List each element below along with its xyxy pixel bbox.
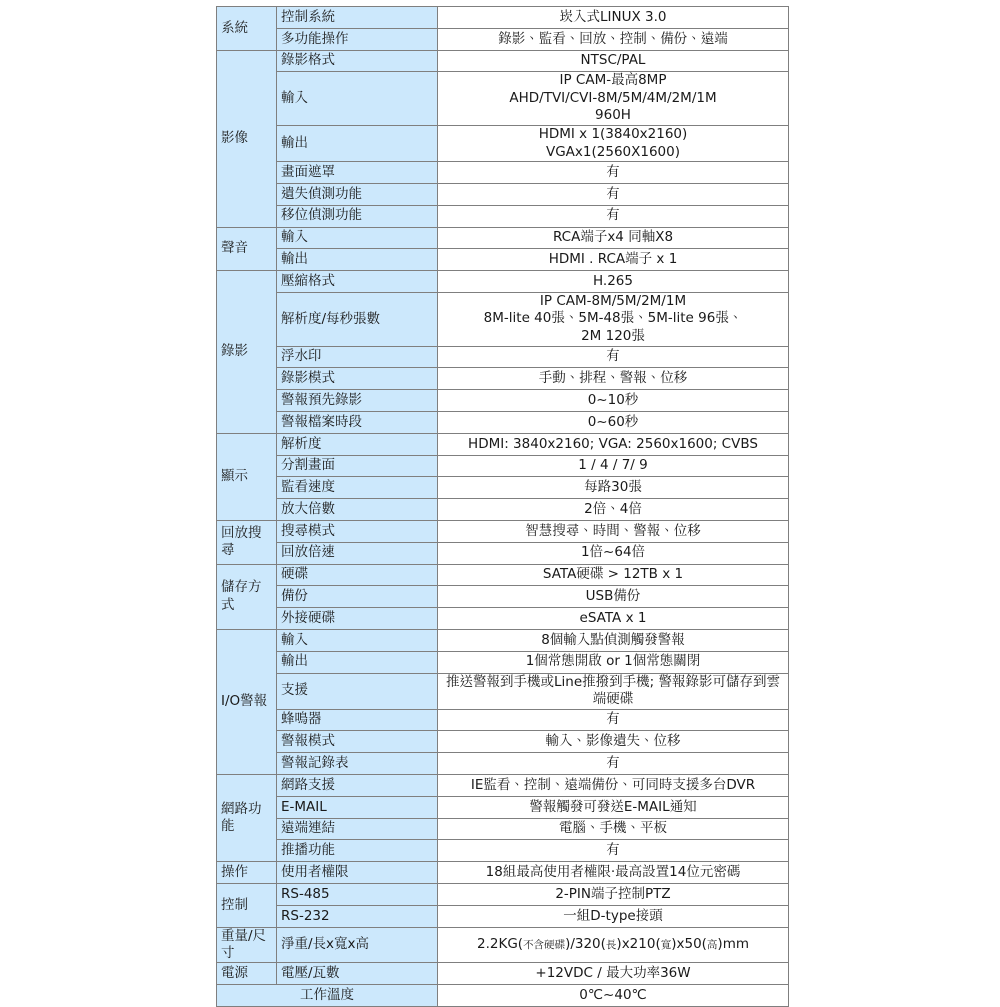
item-cell: 輸出 <box>277 651 438 673</box>
category-cell: 回放搜尋 <box>217 520 277 564</box>
table-row <box>217 927 789 963</box>
item-cell: 外接硬碟 <box>277 608 438 630</box>
category-cell: 影像 <box>217 50 277 227</box>
value-cell: 智慧搜尋、時間、警報、位移 <box>438 520 789 542</box>
value-cell: IE監看、控制、遠端備份、可同時支援多台DVR <box>438 774 789 796</box>
table-row <box>217 72 789 126</box>
value-cell: 2倍、4倍 <box>438 499 789 521</box>
value-cell: eSATA x 1 <box>438 608 789 630</box>
value-cell: 2.2KG(不含硬碟)/320(長)x210(寬)x50(高)mm <box>438 927 789 963</box>
table-row <box>217 271 789 293</box>
value-cell: NTSC/PAL <box>438 50 789 72</box>
annotation-text: 寬 <box>660 939 672 952</box>
category-cell: 網路功能 <box>217 774 277 861</box>
value-cell: IP CAM-8M/5M/2M/1M 8M-lite 40張、5M-48張、5M-lite 96張、 2M 120張 <box>438 292 789 346</box>
value-cell: 電腦、手機、平板 <box>438 818 789 840</box>
table-row <box>217 731 789 753</box>
annotation-text: 不含硬碟 <box>523 939 566 952</box>
category-cell: 儲存方式 <box>217 564 277 629</box>
table-row <box>217 984 789 1006</box>
item-cell: 硬碟 <box>277 564 438 586</box>
item-cell: 遺失偵測功能 <box>277 183 438 205</box>
item-cell: 警報檔案時段 <box>277 411 438 433</box>
table-row <box>217 564 789 586</box>
table-row <box>217 346 789 368</box>
value-cell: 警報觸發可發送E-MAIL通知 <box>438 796 789 818</box>
value-cell: 手動、排程、警報、位移 <box>438 368 789 390</box>
item-cell: 錄影格式 <box>277 50 438 72</box>
category-cell: 重量/尺寸 <box>217 927 277 963</box>
value-cell: 有 <box>438 840 789 862</box>
item-cell: E-MAIL <box>277 796 438 818</box>
item-cell: 解析度/每秒張數 <box>277 292 438 346</box>
table-row <box>217 433 789 455</box>
item-cell: 畫面遮罩 <box>277 162 438 184</box>
table-row <box>217 368 789 390</box>
table-row <box>217 28 789 50</box>
item-cell: 回放倍速 <box>277 542 438 564</box>
table-row <box>217 905 789 927</box>
table-row <box>217 709 789 731</box>
item-cell: 淨重/長x寬x高 <box>277 927 438 963</box>
item-cell: 控制系統 <box>277 7 438 29</box>
item-cell: 分割畫面 <box>277 455 438 477</box>
value-cell: 有 <box>438 709 789 731</box>
item-cell: 移位偵測功能 <box>277 205 438 227</box>
table-row <box>217 651 789 673</box>
value-cell: 有 <box>438 205 789 227</box>
item-cell: 輸入 <box>277 629 438 651</box>
item-cell: 工作溫度 <box>217 984 438 1006</box>
value-cell: 一組D-type接頭 <box>438 905 789 927</box>
item-cell: 使用者權限 <box>277 862 438 884</box>
value-cell: 1 / 4 / 7/ 9 <box>438 455 789 477</box>
table-row <box>217 499 789 521</box>
value-cell: RCA端子x4 同軸X8 <box>438 227 789 249</box>
item-cell: 蜂鳴器 <box>277 709 438 731</box>
item-cell: 推播功能 <box>277 840 438 862</box>
category-cell: 操作 <box>217 862 277 884</box>
value-cell: 1倍~64倍 <box>438 542 789 564</box>
value-cell: 2-PIN端子控制PTZ <box>438 883 789 905</box>
item-cell: 監看速度 <box>277 477 438 499</box>
item-cell: 遠端連結 <box>277 818 438 840</box>
value-cell: 0~10秒 <box>438 390 789 412</box>
table-row <box>217 7 789 29</box>
value-cell: 有 <box>438 162 789 184</box>
value-cell: HDMI: 3840x2160; VGA: 2560x1600; CVBS <box>438 433 789 455</box>
item-cell: 輸出 <box>277 249 438 271</box>
value-cell: 1個常態開啟 or 1個常態關閉 <box>438 651 789 673</box>
specification-table <box>216 6 789 1007</box>
value-cell: 有 <box>438 753 789 775</box>
value-cell: 有 <box>438 346 789 368</box>
value-cell: HDMI . RCA端子 x 1 <box>438 249 789 271</box>
table-row <box>217 390 789 412</box>
item-cell: RS-232 <box>277 905 438 927</box>
table-row <box>217 520 789 542</box>
annotation-text: 高 <box>706 939 718 952</box>
table-row <box>217 183 789 205</box>
item-cell: 放大倍數 <box>277 499 438 521</box>
item-cell: 警報模式 <box>277 731 438 753</box>
category-cell: 聲音 <box>217 227 277 271</box>
value-cell: USB備份 <box>438 586 789 608</box>
table-row <box>217 455 789 477</box>
table-row <box>217 162 789 184</box>
item-cell: 電壓/瓦數 <box>277 963 438 985</box>
value-cell: +12VDC / 最大功率36W <box>438 963 789 985</box>
table-row <box>217 477 789 499</box>
item-cell: RS-485 <box>277 883 438 905</box>
table-row <box>217 586 789 608</box>
item-cell: 支援 <box>277 673 438 709</box>
table-row <box>217 883 789 905</box>
item-cell: 輸入 <box>277 227 438 249</box>
value-cell: 有 <box>438 183 789 205</box>
category-cell: I/O警報 <box>217 629 277 774</box>
item-cell: 網路支援 <box>277 774 438 796</box>
table-body <box>217 7 789 1007</box>
item-cell: 錄影模式 <box>277 368 438 390</box>
table-row <box>217 205 789 227</box>
value-cell: 每路30張 <box>438 477 789 499</box>
item-cell: 多功能操作 <box>277 28 438 50</box>
value-cell: 18組最高使用者權限·最高設置14位元密碼 <box>438 862 789 884</box>
table-row <box>217 411 789 433</box>
item-cell: 壓縮格式 <box>277 271 438 293</box>
value-cell: 錄影、監看、回放、控制、備份、遠端 <box>438 28 789 50</box>
table-row <box>217 126 789 162</box>
item-cell: 備份 <box>277 586 438 608</box>
table-row <box>217 629 789 651</box>
category-cell: 控制 <box>217 883 277 927</box>
category-cell: 系統 <box>217 7 277 51</box>
table-row <box>217 249 789 271</box>
table-row <box>217 673 789 709</box>
annotation-text: 長 <box>605 939 617 952</box>
table-row <box>217 542 789 564</box>
table-row <box>217 227 789 249</box>
category-cell: 錄影 <box>217 271 277 434</box>
item-cell: 解析度 <box>277 433 438 455</box>
item-cell: 警報預先錄影 <box>277 390 438 412</box>
value-cell: SATA硬碟 > 12TB x 1 <box>438 564 789 586</box>
table-row <box>217 292 789 346</box>
value-cell: 8個輸入點偵測觸發警報 <box>438 629 789 651</box>
value-cell: 0℃~40℃ <box>438 984 789 1006</box>
item-cell: 搜尋模式 <box>277 520 438 542</box>
value-cell: 崁入式LINUX 3.0 <box>438 7 789 29</box>
table-row <box>217 862 789 884</box>
table-row <box>217 818 789 840</box>
value-cell: IP CAM-最高8MP AHD/TVI/CVI-8M/5M/4M/2M/1M 960H <box>438 72 789 126</box>
value-cell: 輸入、影像遺失、位移 <box>438 731 789 753</box>
value-cell: 推送警報到手機或Line推撥到手機; 警報錄影可儲存到雲端硬碟 <box>438 673 789 709</box>
category-cell: 顯示 <box>217 433 277 520</box>
table-row <box>217 963 789 985</box>
item-cell: 輸出 <box>277 126 438 162</box>
value-cell: H.265 <box>438 271 789 293</box>
value-cell: HDMI x 1(3840x2160) VGAx1(2560X1600) <box>438 126 789 162</box>
table-row <box>217 608 789 630</box>
category-cell: 電源 <box>217 963 277 985</box>
item-cell: 浮水印 <box>277 346 438 368</box>
table-row <box>217 774 789 796</box>
table-row <box>217 50 789 72</box>
table-row <box>217 796 789 818</box>
item-cell: 警報記錄表 <box>277 753 438 775</box>
item-cell: 輸入 <box>277 72 438 126</box>
value-cell: 0~60秒 <box>438 411 789 433</box>
table-row <box>217 840 789 862</box>
table-row <box>217 753 789 775</box>
